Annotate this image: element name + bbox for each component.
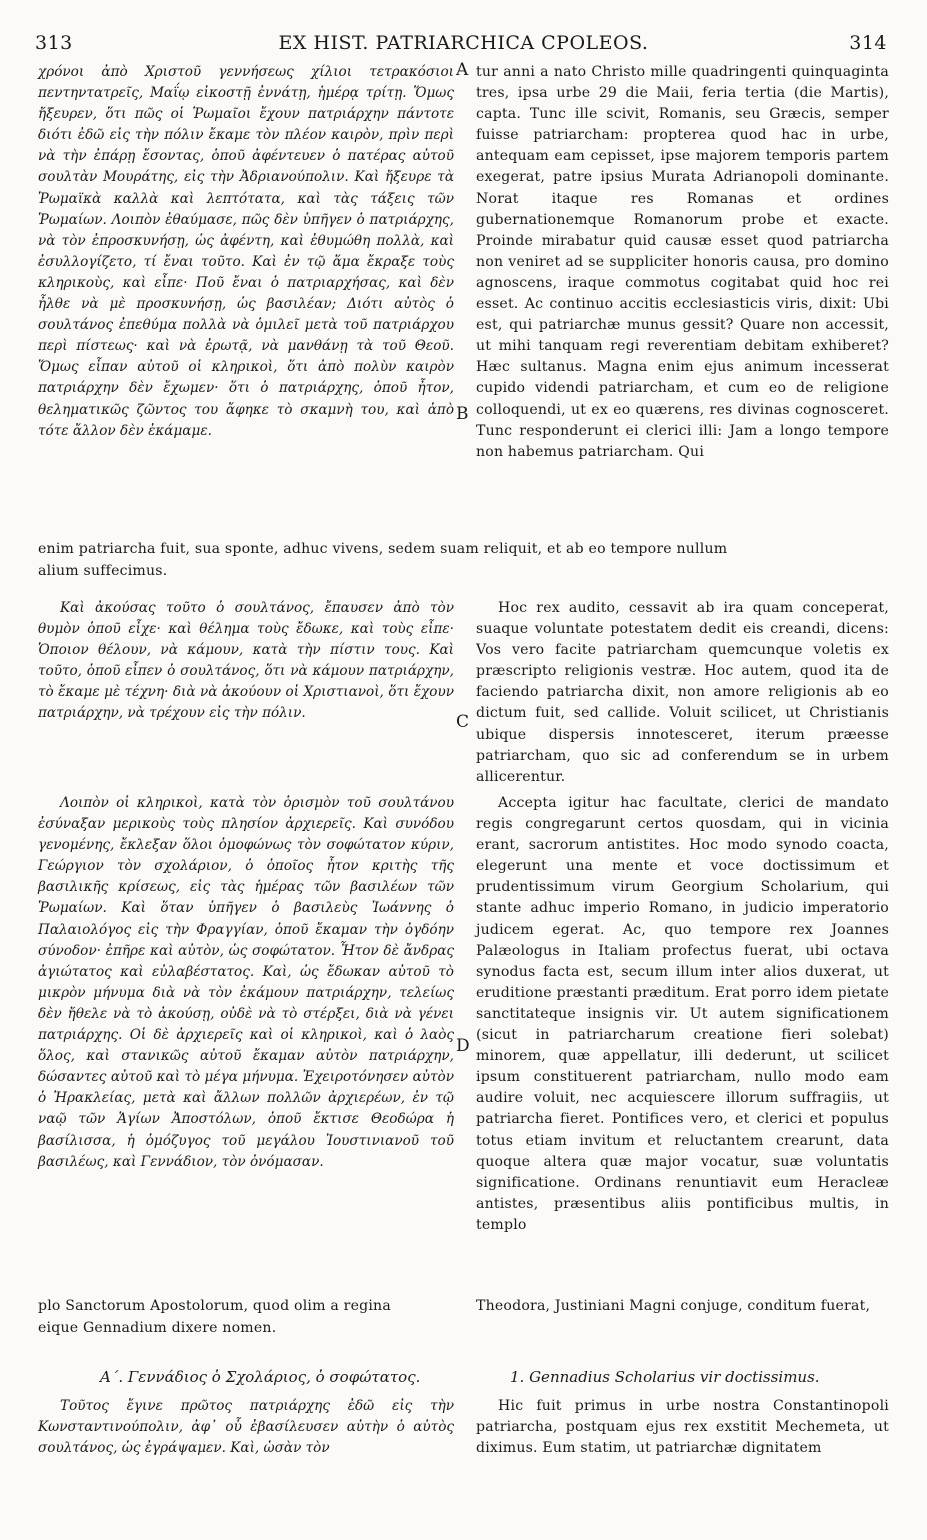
running-title: EX HIST. PATRIARCHICA CPOLEOS. bbox=[278, 32, 649, 54]
margin-marker-c: C bbox=[456, 712, 470, 732]
greek-text-section-1: Τοῦτος ἔγινε πρῶτος πατριάρχης ἐδῶ εἰς τὴν Κωνσταντινούπολιν, ἀφ᾽ οὗ ἐβασίλευσεν αὐτὴν ὁ αὐτὸς σουλτάνος, ὡς ἐγράψαμεν. Καὶ, ὡσὰν τὸν bbox=[38, 1398, 454, 1457]
latin-text-block-1: tur anni a nato Christo mille quadringenti quinquaginta tres, ipsa urbe 29 die Maii, feria tertia (die Martis), capta. Tunc ille scivit, Romanis, seu Græcis, semper fuisse patriarcham: propterea quod hac in urbe, antequam eam cepisset, ipse majorem temporis partem exegerat, patre ipsius Murata Adrianopoli dominante. Norat itaque res Romanas et ordines gubernationemque Romanorum probe et exacte. Proinde mirabatur quid causæ esset quod patriarcha non veniret ad se suppliciter honoris causa, pro domino agnoscens, iraque commotus cogitabat quid hoc rei esset. Ac continuo accitis ecclesiasticis viris, dixit: Ubi est, qui patriarchæ munus gessit? Quare non accessit, ut mihi tanquam regi reverentiam debitam exhiberet? Hæc sultanus. Magna enim ejus animum incesserat cupido videndi patriarcham, et cum eo de religione colloquendi, ut ex eo quærens, res divinas cognosceret. Tunc responderunt ei clerici illi: Jam a longo tempore non habemus patriarcham. Qui bbox=[476, 64, 889, 460]
page-number-left: 313 bbox=[35, 32, 73, 54]
greek-text-block-3: Λοιπὸν οἱ κληρικοὶ, κατὰ τὸν ὁρισμὸν τοῦ σουλτάνου ἐσύναξαν μερικοὺς τοὺς πλησίον ἀρχιερεῖς. Καὶ συνόδου γενομένης, ἔκλεξαν ὅλοι ὁμοφώνως τὸν σοφώτατον κύριν, Γεώργιον τὸν σχολάριον, ὁ ὁποῖος ἦτον κριτὴς τῆς βασιλικῆς κρίσεως, εἰς τὰς ἡμέρας τῶν βασιλέων τῶν Ῥωμαίων. Καὶ ὅταν ὑπῆγεν ὁ βασιλεὺς Ἰωάννης ὁ Παλαιολόγος εἰς τὴν Φραγγίαν, ὁποῦ ἔκαμαν τὴν ὀγδόην σύνοδον· ἐπῆρε καὶ αὐτὸν, ὡς σοφώτατον. Ἦτον δὲ ἄνδρας ἀγιώτατος καὶ εὐλαβέστατος. Καὶ, ὡς ἔδωκαν αὐτοῦ τὸ μικρὸν μήνυμα διὰ νὰ τὸν ἐκάμουν πατριάρχην, τελείως δὲν ἤθελε νὰ τὸ ἀκούσῃ, οὐδὲ νὰ τὸ στέρξει, διὰ νὰ γένει πατριάρχης. Οἱ δὲ ἀρχιερεῖς καὶ οἱ κληρικοὶ, καὶ ὁ λαὸς ὅλος, καὶ στανικῶς αὐτοῦ ἔκαμαν αὐτὸν πατριάρχην, δώσαντες αὐτοῦ καὶ τὸ μέγα μήνυμα. Ἐχειροτόνησεν αὐτὸν ὁ Ἡρακλείας, μετὰ καὶ ἄλλων πολλῶν ἀρχιερέων, ἐν τῷ ναῷ τῶν Ἁγίων Ἀποστόλων, ὁποῦ ἔκτισε Θεοδώρα ἡ βασίλισσα, ἡ ὁμόζυγος τοῦ μεγάλου Ἰουστινιανοῦ τοῦ βασιλέως, καὶ Γεννάδιον, τὸν ὀνόμασαν. bbox=[38, 795, 454, 1170]
margin-marker-d: D bbox=[456, 1036, 470, 1056]
latin-text-block-2: Hoc rex audito, cessavit ab ira quam conceperat, suaque voluntate potestatem dedit eis creandi, dicens: Vos vero facite patriarcham quemcunque voletis ex præscripto religionis vestræ. Hoc autem, quod ita de faciendo patriarcha dixit, non amore religionis ab eo dictum fuit, sed callide. Voluit scilicet, ut Christianis ubique dispersis innotesceret, iterum præesse patriarcham, quo sic ad conferendum se in urbem allicerentur. bbox=[476, 600, 889, 785]
latin-continuation-line: enim patriarcha fuit, sua sponte, adhuc vivens, sedem suam reliquit, et ab eo tempore nullum bbox=[38, 541, 728, 557]
margin-marker-a: A bbox=[456, 60, 469, 80]
greek-text-block-1: χρόνοι ἀπὸ Χριστοῦ γεννήσεως χίλιοι τετρακόσιοι πεντηντατρεῖς, Μαΐῳ εἰκοστῇ ἐννάτῃ, ἡμέρᾳ τρίτῃ. Ὅμως ἤξευρεν, ὅτι πῶς οἱ Ῥωμαῖοι ἔχουν πατριάρχην πάντοτε διότι ἐδῶ εἰς τὴν πόλιν ἔκαμε τὸν πλέον καιρὸν, πρὶν περὶ νὰ τὴν ἐπάρῃ ἔσοντας, ὁποῦ ἀφέντευεν ὁ πατέρας αὐτοῦ σουλτὰν Μουράτης, εἰς τὴν Ἀδριανούπολιν. Καὶ ἤξευρε τὰ Ῥωμαϊκὰ καλλὰ καὶ λεπτότατα, καὶ τὰς τάξεις τῶν Ῥωμαίων. Λοιπὸν ἐθαύμασε, πῶς δὲν ὑπῆγεν ὁ πατριάρχης, νὰ τὸν ἐπροσκυνήσῃ, ὡς ἀφέντη, καὶ ἐθυμώθη πολλὰ, καὶ ἐσυλλογίζετο, τί ἔναι τοῦτο. Καὶ ἐν τῷ ἅμα ἔκραξε τοὺς κληρικοὺς, καὶ εἶπε· Ποῦ ἔναι ὁ πατριαρχήσας, καὶ δὲν ἦλθε νὰ μὲ προσκυνήσῃ, ὡς βασιλέαν; Διότι αὐτὸς ὁ σουλτάνος ἐπεθύμα πολλὰ νὰ ὁμιλεῖ μετὰ τοῦ πατριάρχου περὶ πίστεως· καὶ νὰ ἐρωτᾷ, νὰ μανθάνῃ τὰ τοῦ Θεοῦ. Ὅμως εἶπαν αὐτοῦ οἱ κληρικοὶ, ὅτι ἀπὸ πολὺν καιρὸν πατριάρχην δὲν ἔχωμεν· ὅτι ὁ πατριάρχης, ὁποῦ ἦτον, θεληματικῶς ζῶντος του ἄφηκε τὸ σκαμνὴ του, καὶ ἀπὸ τότε ἄλλον δὲν ἐκάμαμε. bbox=[38, 64, 454, 439]
latin-left-continuation-1: plo Sanctorum Apostolorum, quod olim a regina bbox=[38, 1298, 391, 1314]
page-number-right: 314 bbox=[849, 32, 887, 54]
section-heading-latin: 1. Gennadius Scholarius vir doctissimus. bbox=[510, 1368, 820, 1386]
latin-continuation-tail: alium suffecimus. bbox=[38, 563, 168, 579]
margin-marker-b: B bbox=[456, 404, 469, 424]
latin-text-section-1: Hic fuit primus in urbe nostra Constantinopoli patriarcha, postquam ejus rex exstitit Mechemeta, ut diximus. Eum statim, ut patriarchæ dignitatem bbox=[476, 1398, 889, 1457]
greek-text-block-2: Καὶ ἀκούσας τοῦτο ὁ σουλτάνος, ἔπαυσεν ἀπὸ τὸν θυμὸν ὁποῦ εἶχε· καὶ θέλημα τοὺς ἔδωκε, καὶ τοὺς εἶπε· Ὁποιον θέλουν, νὰ κάμουν, κατὰ τὴν πίστιν τους. Καὶ τοῦτο, ὁποῦ εἶπεν ὁ σουλτάνος, ὅτι νὰ κάμουν πατριάρχην, τὸ ἔκαμε μὲ τέχνη· διὰ νὰ ἀκούουν οἱ Χριστιανοὶ, ὅτι ἔχουν πατριάρχην, νὰ τρέχουν εἰς τὴν πόλιν. bbox=[38, 600, 454, 722]
latin-left-continuation-2: eique Gennadium dixere nomen. bbox=[38, 1320, 277, 1336]
latin-text-block-3: Accepta igitur hac facultate, clerici de mandato regis congregarunt certos quosdam, qui in vicinia erant, sacrorum antistites. Hoc modo synodo coacta, elegerunt una mente et voce doctissimum et prudentissimum virum Georgium Scholarium, qui stante adhuc imperio Romano, in judicio imperatorio judicem egerat. Ac, quo tempore rex Joannes Palæologus in Italiam profectus fuerat, ubi octava synodus facta est, secum illum inter alios duxerat, ut eruditione præstanti præditum. Erat porro idem pietate sanctitateque insignis vir. Ut autem significationem (sicut in patriarcharum creatione fieri solebat) minorem, quæ appellatur, illi dederunt, ut scilicet ipsum constituerent patriarcham, nullo modo eam audire voluit, nec acquiescere illorum suffragiis, ut patriarcha fieret. Pontifices vero, et clerici et populus totus etiam invitum et reluctantem crearunt, data quoque altera quæ major vocatur, suæ voluntatis significatione. Ordinans renuntiavit eum Heracleæ antistes, præsentibus aliis pontificibus multis, in templo bbox=[476, 795, 889, 1233]
section-heading-greek: Α΄. Γεννάδιος ὁ Σχολάριος, ὁ σοφώτατος. bbox=[100, 1368, 421, 1386]
running-header bbox=[0, 32, 927, 58]
latin-right-continuation: Theodora, Justiniani Magni conjuge, conditum fuerat, bbox=[476, 1298, 871, 1314]
